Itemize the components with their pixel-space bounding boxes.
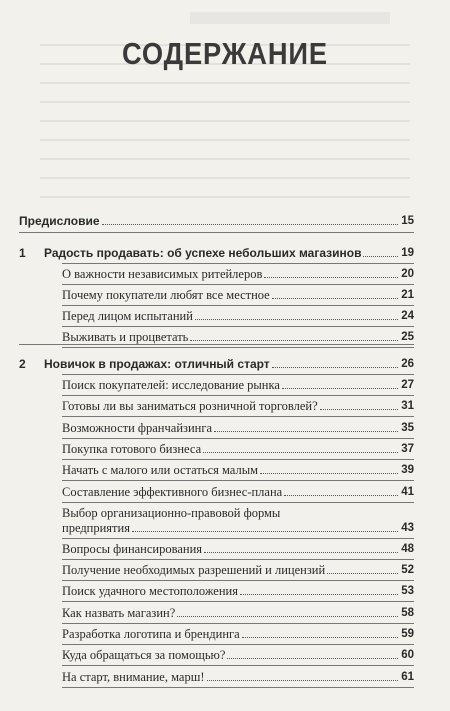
toc-entry-section[interactable]: [62, 421, 414, 435]
toc-entry-section[interactable]: [62, 378, 414, 392]
dot-leader: [203, 451, 398, 453]
toc-entry-chapter-2-page: 26: [401, 358, 414, 370]
toc-entry-section-label: Возможности франчайзинга: [62, 420, 213, 435]
toc-entry-section-label: Поиск покупателей: исследование рынка: [62, 378, 280, 392]
toc-entry-section[interactable]: [62, 542, 414, 556]
divider-line: [62, 459, 414, 460]
divider-line: [62, 374, 414, 375]
toc-entry-section[interactable]: [62, 267, 414, 281]
divider-line: [62, 305, 414, 306]
toc-entry-section-label: Начать с малого или остаться малым: [62, 463, 259, 478]
dot-leader: [282, 387, 398, 389]
divider-line: [62, 480, 414, 481]
toc-entry-section-label: На старт, внимание, марш!: [62, 669, 205, 684]
divider-line: [62, 395, 414, 396]
toc-entry-section-page: 31: [401, 400, 414, 413]
divider-line: [62, 416, 414, 417]
divider-line: [62, 284, 414, 285]
dot-leader: [207, 679, 398, 681]
toc-entry-section-page: 39: [401, 464, 414, 477]
divider-line: [19, 232, 414, 233]
chapter-number: 1: [19, 246, 26, 260]
toc-entry-section-label: предприятия: [62, 520, 130, 535]
toc-entry-section-page: 35: [401, 421, 414, 434]
divider-line: [62, 623, 414, 624]
divider-line: [19, 344, 414, 345]
toc-entry-section-page: 21: [401, 289, 414, 301]
toc-entry-section[interactable]: [62, 648, 414, 662]
toc-entry-section-label: Перед лицом испытаний: [62, 309, 193, 323]
divider-line: [62, 326, 414, 327]
dot-leader: [240, 593, 398, 595]
toc-entry-chapter-2-label: Новичок в продажах: отличный старт: [44, 357, 270, 371]
toc-entry-section-page: 20: [401, 268, 414, 280]
toc-entry-preface-page: 15: [401, 215, 414, 227]
dot-leader: [214, 430, 398, 432]
toc-entry-section[interactable]: [62, 309, 414, 323]
dot-leader: [132, 530, 398, 532]
toc-entry-section-label: О важности независимых ритейлеров: [62, 267, 263, 281]
dot-leader: [190, 339, 398, 341]
divider-line: [62, 559, 414, 560]
toc-entry-section-label: Разработка логотипа и брендинга: [62, 627, 240, 641]
toc-entry-section[interactable]: [62, 485, 414, 499]
divider-line: [62, 665, 414, 666]
toc-entry-section-label: Выбор организационно-правовой формы: [62, 505, 281, 520]
divider-line: [62, 263, 414, 264]
toc-entry-section-label: Вопросы финансирования: [62, 541, 203, 556]
divider-line: [62, 580, 414, 581]
toc-entry-section-page: 27: [401, 379, 414, 391]
toc-entry-section[interactable]: [62, 627, 414, 641]
toc-entry-section[interactable]: [62, 442, 414, 456]
dot-leader: [327, 572, 398, 574]
dot-leader: [363, 255, 398, 257]
toc-entry-section-page: 58: [401, 606, 414, 619]
dot-leader: [320, 408, 398, 410]
chapter-number: 2: [19, 357, 26, 371]
toc-entry-section-label: Куда обращаться за помощью?: [62, 648, 226, 663]
toc-entry-chapter-1-page: 19: [401, 247, 414, 259]
toc-entry-section-label: Почему покупатели любят все местное: [62, 288, 270, 302]
toc-entry-section-page: 41: [401, 485, 414, 498]
dot-leader: [284, 494, 398, 496]
toc-entry-section-page: 52: [401, 564, 414, 577]
toc-entry-chapter-1[interactable]: [44, 246, 414, 260]
divider-line: [62, 687, 414, 688]
toc-entry-section-label: Выживать и процветать: [62, 330, 189, 344]
toc-entry-section-page: 59: [401, 628, 414, 640]
toc-entry-section[interactable]: [62, 288, 414, 302]
dot-leader: [264, 276, 398, 278]
toc-entry-section-page: 60: [401, 649, 414, 662]
toc-entry-section[interactable]: [62, 521, 414, 535]
toc-entry-chapter-1-label: Радость продавать: об успехе небольших магазинов: [44, 246, 362, 260]
toc-entry-section-page: 53: [401, 585, 414, 598]
divider-line: [62, 644, 414, 645]
toc-entry-section-label: Готовы ли вы заниматься розничной торговлей?: [62, 399, 318, 414]
toc-entry-section[interactable]: [62, 330, 414, 344]
toc-entry-section[interactable]: [62, 563, 414, 577]
toc-entry-section[interactable]: [62, 606, 414, 620]
dot-leader: [227, 657, 398, 659]
toc-entry-section[interactable]: [62, 584, 414, 598]
toc-entry-preface[interactable]: [19, 214, 414, 228]
toc-entry-section-page: 24: [401, 310, 414, 322]
dot-leader: [195, 318, 398, 320]
toc-entry-section-label: Покупка готового бизнеса: [62, 441, 202, 456]
toc-entry-section-label: Получение необходимых разрешений и лицензий: [62, 563, 326, 578]
dot-leader: [272, 366, 398, 368]
toc-entry-section-label: Составление эффективного бизнес-плана: [62, 484, 283, 499]
toc-entry-chapter-2[interactable]: [44, 357, 414, 371]
dot-leader: [242, 636, 398, 638]
toc-entry-section-label: Поиск удачного местоположения: [62, 584, 238, 599]
toc-entry-section-page: 25: [401, 331, 414, 343]
divider-line: [62, 502, 414, 503]
toc-entry-section-label: Как назвать магазин?: [62, 605, 176, 620]
dot-leader: [272, 297, 398, 299]
dot-leader: [204, 551, 398, 553]
page-title: СОДЕРЖАНИЕ: [121, 36, 329, 71]
toc-entry-preface-label: Предисловие: [19, 214, 100, 228]
toc-entry-section[interactable]: [62, 670, 414, 684]
toc-entry-section-page: 61: [401, 670, 414, 683]
divider-line: [62, 601, 414, 602]
toc-entry-section-page: 37: [401, 442, 414, 455]
toc-entry-section[interactable]: [62, 463, 414, 477]
dot-leader: [177, 615, 398, 617]
toc-entry-section-page: 43: [401, 521, 414, 534]
dot-leader: [260, 472, 398, 474]
toc-entry-section-page: 48: [401, 542, 414, 555]
dot-leader: [102, 223, 398, 225]
toc-entry-section[interactable]: [62, 399, 414, 413]
divider-line: [62, 347, 414, 348]
divider-line: [62, 538, 414, 539]
divider-line: [62, 438, 414, 439]
